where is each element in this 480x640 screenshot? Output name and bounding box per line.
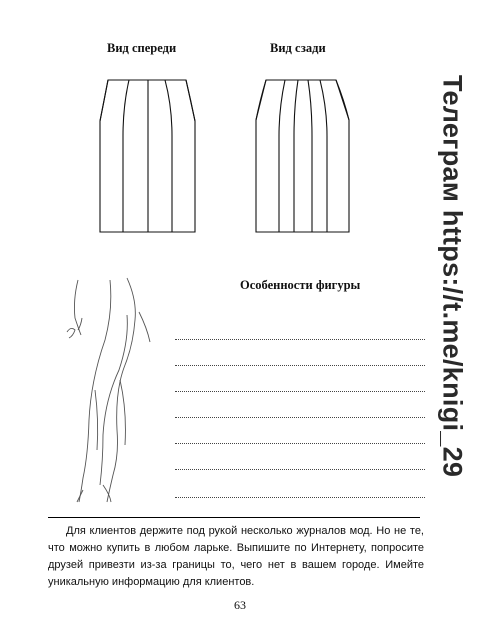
note-line xyxy=(175,469,425,470)
note-line xyxy=(175,365,425,366)
front-view-title: Вид спереди xyxy=(107,41,177,55)
note-line xyxy=(175,497,425,498)
skirt-front-sketch xyxy=(95,76,201,236)
tip-paragraph: Для клиентов держите под рукой несколько журналов мод. Но не те, что можно купить в любом ларьке. Выпишите по Интернету, попросите друзей привезти из-за границы то, чего нет в вашем городе. Имейте уникальную информацию для клиентов. xyxy=(48,525,424,588)
figure-legs-sketch xyxy=(55,270,165,510)
note-line xyxy=(175,391,425,392)
skirt-back-sketch xyxy=(250,76,356,236)
section-divider xyxy=(48,517,420,518)
page-number: 63 xyxy=(234,598,246,612)
watermark xyxy=(432,75,472,555)
back-view-title: Вид сзади xyxy=(270,41,326,55)
figure-features-title: Особенности фигуры xyxy=(240,278,361,292)
note-line xyxy=(175,339,425,340)
watermark-text: Телеграм https://t.me/knigi_29 xyxy=(437,75,468,478)
note-line xyxy=(175,443,425,444)
note-line xyxy=(175,417,425,418)
